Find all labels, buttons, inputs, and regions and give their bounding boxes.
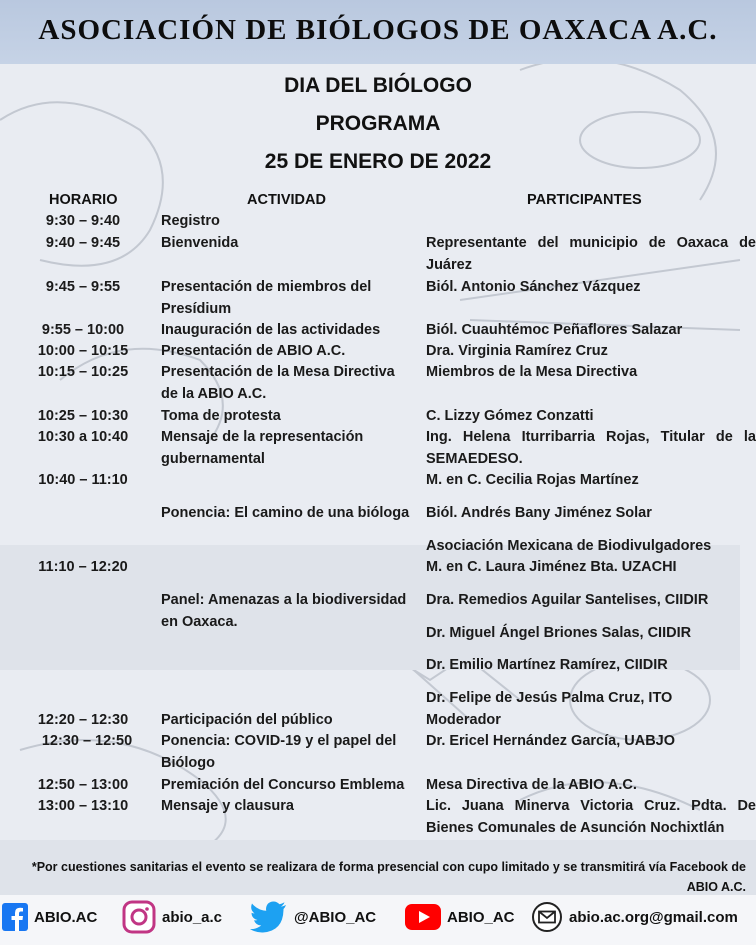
column-header-activity: ACTIVIDAD (247, 192, 326, 208)
schedule-participants: Lic. Juana Minerva Victoria Cruz. Pdta. De Bienes Comunales de Asunción Nochixtlán (426, 798, 756, 836)
program-subtitle: PROGRAMA (315, 112, 441, 135)
schedule-activity: Toma de protesta (161, 408, 281, 424)
schedule-time: 9:40 – 9:45 (45, 235, 121, 251)
schedule-participants: C. Lizzy Gómez Conzatti (426, 408, 594, 424)
schedule-participants: Ing. Helena Iturribarria Rojas, Titular de la SEMAEDESO. (426, 429, 756, 467)
schedule-participants: Biól. Cuauhtémoc Peñaflores Salazar (426, 322, 683, 338)
schedule-time: 13:00 – 13:10 (37, 798, 129, 814)
schedule-time: 10:30 a 10:40 (37, 429, 129, 445)
schedule-activity: Registro (161, 213, 220, 229)
schedule-participants: Representante del municipio de Oaxaca de Juárez (426, 235, 756, 273)
schedule-time: 12:30 – 12:50 (41, 733, 133, 749)
schedule-time: 9:55 – 10:00 (41, 322, 125, 338)
schedule-participants: Dr. Miguel Ángel Briones Salas, CIIDIR (426, 625, 692, 641)
schedule-activity: Mensaje y clausura (161, 798, 294, 814)
instagram-handle: abio_a.c (162, 908, 223, 926)
schedule-participants: Asociación Mexicana de Biodivulgadores (426, 538, 712, 554)
schedule-participants: Dr. Felipe de Jesús Palma Cruz, ITO (426, 690, 673, 706)
schedule-time: 9:45 – 9:55 (45, 279, 121, 295)
schedule-participants: Mesa Directiva de la ABIO A.C. (426, 777, 637, 793)
schedule-participants: Miembros de la Mesa Directiva (426, 364, 638, 380)
column-header-participants: PARTICIPANTES (527, 192, 642, 208)
schedule-participants: Dra. Remedios Aguilar Santelises, CIIDIR (426, 592, 709, 608)
schedule-activity: Panel: Amenazas a la biodiversidad en Oaxaca. (161, 592, 407, 630)
schedule-participants: Dr. Emilio Martínez Ramírez, CIIDIR (426, 657, 668, 673)
schedule-participants: M. en C. Laura Jiménez Bta. UZACHI (426, 559, 677, 575)
sanitary-note: *Por cuestiones sanitarias el evento se realizara de forma presencial con cupo limitado y se transmitirá vía Facebook de ABIO A.C. (31, 860, 746, 894)
schedule-participants: Moderador (426, 712, 501, 728)
schedule-participants: Dr. Ericel Hernández García, UABJO (426, 733, 676, 749)
event-title: DIA DEL BIÓLOGO (284, 74, 472, 97)
schedule-time: 10:00 – 10:15 (37, 343, 129, 359)
twitter-handle: @ABIO_AC (294, 908, 377, 926)
twitter-link[interactable] (250, 897, 376, 937)
schedule-time: 12:50 – 13:00 (37, 777, 129, 793)
instagram-link[interactable] (122, 897, 222, 937)
schedule-activity: Ponencia: COVID-19 y el papel del Biólogo (161, 733, 397, 771)
schedule-participants: Biól. Andrés Bany Jiménez Solar (426, 505, 652, 521)
twitter-icon (250, 901, 288, 933)
schedule-time: 9:30 – 9:40 (45, 213, 121, 229)
youtube-icon (405, 904, 441, 930)
schedule-participants: Dra. Virginia Ramírez Cruz (426, 343, 608, 359)
schedule-activity: Bienvenida (161, 235, 239, 251)
schedule-time: 12:20 – 12:30 (37, 712, 129, 728)
schedule-activity: Participación del público (161, 712, 333, 728)
schedule-activity: Presentación de ABIO A.C. (161, 343, 346, 359)
schedule-participants: M. en C. Cecilia Rojas Martínez (426, 472, 639, 488)
schedule-participants: Biól. Antonio Sánchez Vázquez (426, 279, 641, 295)
email-link[interactable] (531, 897, 738, 937)
facebook-link[interactable] (2, 897, 97, 937)
schedule-time: 10:15 – 10:25 (37, 364, 129, 380)
email-address: abio.ac.org@gmail.com (569, 908, 738, 926)
facebook-handle: ABIO.AC (34, 908, 98, 926)
schedule-time: 10:40 – 11:10 (38, 472, 128, 488)
youtube-link[interactable] (405, 897, 515, 937)
youtube-handle: ABIO_AC (447, 908, 515, 926)
schedule-activity: Ponencia: El camino de una bióloga (161, 505, 410, 521)
column-header-time: HORARIO (49, 192, 118, 208)
schedule-activity: Premiación del Concurso Emblema (161, 777, 405, 793)
event-date: 25 DE ENERO DE 2022 (264, 150, 492, 173)
schedule-activity: Presentación de la Mesa Directiva de la ABIO A.C. (161, 364, 395, 402)
instagram-icon (122, 900, 156, 934)
schedule-activity: Mensaje de la representación gubernamental (161, 429, 364, 467)
schedule-time: 10:25 – 10:30 (37, 408, 129, 424)
schedule-activity: Presentación de miembros del Presídium (161, 279, 372, 317)
email-icon (531, 901, 563, 933)
schedule-time: 11:10 – 12:20 (38, 559, 128, 575)
schedule-activity: Inauguración de las actividades (161, 322, 381, 338)
org-title: ASOCIACIÓN DE BIÓLOGOS DE OAXACA A.C. (38, 14, 718, 46)
facebook-icon (2, 902, 28, 932)
